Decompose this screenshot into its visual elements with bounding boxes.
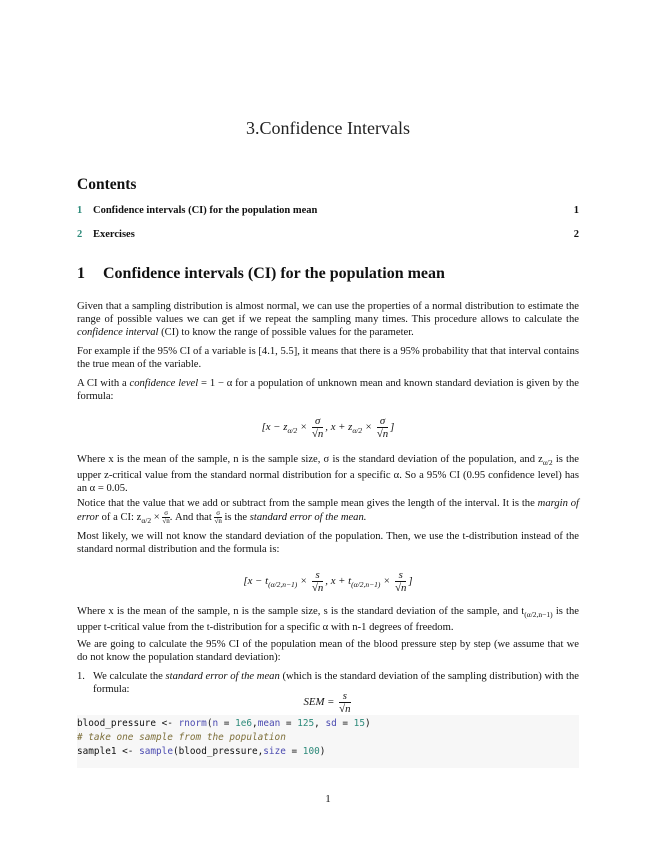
paragraph-z-explanation	[77, 453, 579, 496]
paragraph-steps-intro: We are going to calculate the 95% CI of the population mean of the blood pressure step by step (we assume that we do not know the population standard deviation):	[77, 639, 579, 664]
code-line: blood_pressure <- rnorm(n = 1e6,mean = 125, sd = 15)	[77, 718, 371, 729]
text-run: We calculate the	[93, 671, 166, 682]
contents-heading: Contents	[77, 176, 137, 193]
text-run: of a CI: z	[98, 512, 142, 524]
text-run: is the	[221, 512, 250, 524]
code-block	[77, 715, 579, 768]
page-number: 1	[325, 793, 331, 805]
paragraph-intro	[77, 300, 579, 340]
toc-entry-number: 1	[77, 205, 83, 216]
formula-sem: SEM = $\frac{s}{√n}$	[303, 690, 351, 715]
toc-entry-text[interactable]: Exercises	[93, 229, 135, 240]
paragraph-t-intro: Most likely, we will not know the standard deviation of the population. Then, we use the t-distribution instead of the standard normal distribution and the formula is:	[77, 531, 579, 556]
toc-entry-page: 1	[573, 205, 579, 216]
inline-fraction: $\frac{\sigma}{√n}$	[162, 509, 170, 526]
inline-fraction: $\frac{\sigma}{√n}$	[214, 509, 222, 526]
toc-entry[interactable]	[77, 205, 579, 216]
emphasis: confidence level	[129, 378, 199, 389]
formula-z-interval: [$x - z_{\alpha/2}$ × $\frac{\sigma}{√n}$ , $x + z_{\alpha/2}$ × $\frac{\sigma}{√n}$ ]	[261, 415, 395, 440]
toc-entry-number: 2	[77, 229, 83, 240]
toc-entry-page: 2	[573, 229, 579, 240]
formula-t-interval: [$x - t_{(\alpha/2,n-1)}$ × $\frac{s}{√n}$ , $x + t_{(\alpha/2,n-1)}$ × $\frac{s}{√n}$ ]	[243, 569, 413, 594]
section-number: 1	[77, 265, 85, 282]
text-run: is the upper z-critical value from the standard normal distribution for a specific α. So a 95% CI (0.95 confidence level) has an α = 0.05.	[77, 454, 579, 495]
sem-label: SEM	[303, 695, 325, 708]
subscript: (α/2,n−1)	[524, 610, 553, 619]
text-run: Where x is the mean of the sample, n is the sample size, σ is the standard deviation of the population, and z	[77, 454, 543, 465]
section-heading	[77, 265, 445, 283]
code-line: sample1 <- sample(blood_pressure,size = 100)	[77, 746, 326, 757]
emphasis: margin of error	[77, 498, 580, 524]
subscript: α/2	[542, 458, 553, 467]
text-run: is the upper t-critical value from the t-distribution for a specific α with n-1 degrees of freedom.	[77, 606, 579, 634]
paragraph-margin-error: Notice that the value that we add or subtract from the sample mean gives the length of the interval. It is the margin of error of a CI: $z_{\alpha/2}$ × $\frac{\sigma}{√n}$. And that $\frac{\sigma}{√n}$ is the standard error of the mean.	[77, 498, 580, 526]
text-run: Notice that the value that we add or subtract from the sample mean gives the length of the interval. It is the	[77, 498, 538, 509]
emphasis: confidence interval	[77, 327, 159, 339]
list-number: 1.	[77, 671, 85, 682]
toc-entry[interactable]	[77, 229, 579, 240]
paragraph-ci-definition	[77, 377, 579, 403]
text-run: Given that a sampling distribution is almost normal, we can use the properties of a normal distribution to estimate the range of possible values we can get if we repeat the sampling many times. This procedure allows to calculate the	[77, 301, 579, 326]
text-run: Where x is the mean of the sample, n is the sample size, s is the standard deviation of the sample, and t	[77, 606, 525, 617]
text-run: A CI with a	[77, 378, 130, 389]
subscript: α/2	[141, 516, 152, 526]
text-run: (CI) to know the range of possible values for the parameter.	[158, 327, 414, 339]
paragraph-example: For example if the 95% CI of a variable is [4.1, 5.5], it means that there is a 95% probability that that interval contains the true mean of the variable.	[77, 346, 579, 371]
toc-entry-text[interactable]: Confidence intervals (CI) for the population mean	[93, 205, 318, 216]
emphasis: standard error of the mean.	[249, 512, 367, 524]
paragraph-t-explanation	[77, 605, 579, 634]
text-run: = 1 − α for a population of unknown mean and known standard deviation is given by the formula:	[77, 378, 579, 403]
code-comment: # take one sample from the population	[77, 732, 286, 743]
text-run: . And that	[169, 512, 215, 524]
document-title: 3.Confidence Intervals	[246, 118, 410, 138]
section-title: Confidence intervals (CI) for the population mean	[103, 265, 445, 282]
emphasis: standard error of the mean	[165, 671, 280, 682]
text-run: (which is the standard deviation of the sampling distribution) with the formula:	[93, 671, 579, 696]
